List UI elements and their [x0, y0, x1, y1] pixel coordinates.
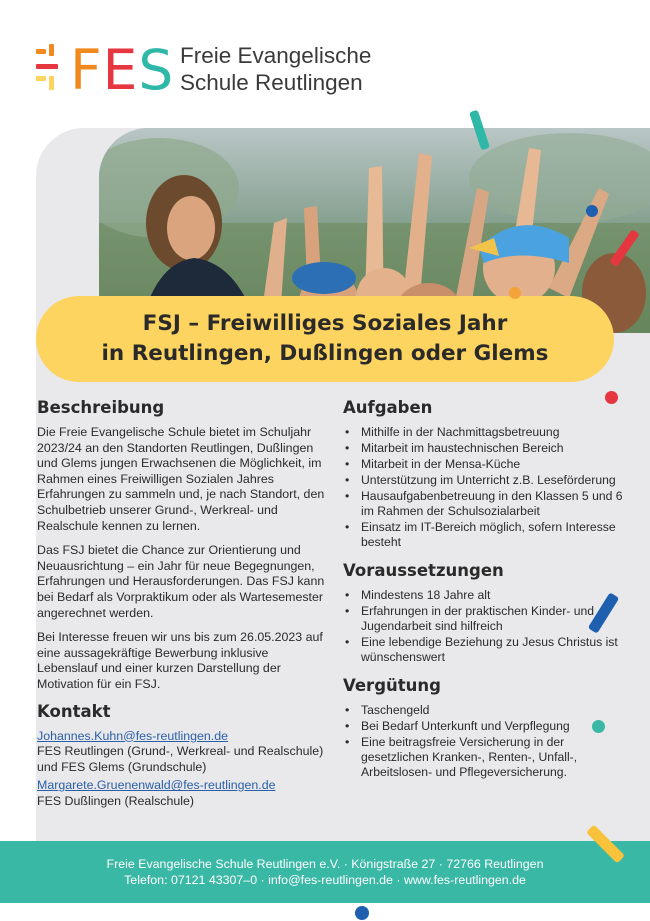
- list-item: • Eine lebendige Beziehung zu Jesus Christus ist wünschenswert: [343, 635, 623, 666]
- kontakt-heading: Kontakt: [37, 701, 111, 721]
- logo-mark-icon: [36, 44, 66, 96]
- confetti-orange-dot-icon: [509, 287, 521, 299]
- list-item: • Unterstützung im Unterricht z.B. Leseförderung: [343, 473, 623, 488]
- list-item: • Einsatz im IT-Bereich möglich, sofern Interesse besteht: [343, 520, 623, 551]
- title-line-1: FSJ – Freiwilliges Soziales Jahr: [142, 311, 508, 336]
- list-item: • Mitarbeit im haustechnischen Bereich: [343, 441, 623, 456]
- list-item: • Bei Bedarf Unterkunft und Verpflegung: [343, 719, 623, 734]
- right-column: [343, 398, 623, 791]
- voraussetzungen-list: [343, 588, 623, 666]
- verguetung-heading: Vergütung: [343, 675, 441, 695]
- confetti-blue-dot-icon: [586, 205, 598, 217]
- beschreibung-heading: Beschreibung: [37, 398, 165, 417]
- list-item: • Eine beitragsfreie Versicherung in der gesetzlichen Kranken-, Renten-, Unfall-, Arbeitslosen- und Pflegeversicherung.: [343, 735, 623, 781]
- list-item: • Erfahrungen in der praktischen Kinder- und Jugendarbeit sind hilfreich: [343, 604, 623, 635]
- contact-description: FES Dußlingen (Realschule): [37, 793, 195, 808]
- beschreibung-paragraph: Bei Interesse freuen wir uns bis zum 26.05.2023 auf eine aussagekräftige Bewerbung inklusive Lebenslauf und einer kurzen Darstellung der Motivation für ein FSJ.: [37, 630, 323, 691]
- confetti-navy-dot-icon: [355, 906, 369, 920]
- contact-description: FES Reutlingen (Grund-, Werkreal- und Realschule) und FES Glems (Grundschule): [37, 744, 324, 774]
- list-item: • Mitarbeit in der Mensa-Küche: [343, 457, 623, 472]
- footer: [0, 841, 650, 903]
- footer-address: Freie Evangelische Schule Reutlingen e.V. · Königstraße 27 · 72766 Reutlingen: [106, 856, 544, 871]
- confetti-teal-dot-icon: [592, 720, 605, 733]
- title-banner: [36, 296, 614, 382]
- aufgaben-list: [343, 425, 623, 551]
- list-item: • Taschengeld: [343, 703, 623, 718]
- footer-contact: Telefon: 07121 43307–0 · info@fes-reutlingen.de · www.fes-reutlingen.de: [124, 873, 526, 887]
- voraussetzungen-heading: Voraussetzungen: [343, 560, 504, 580]
- beschreibung-paragraph: Die Freie Evangelische Schule bietet im Schuljahr 2023/24 an den Standorten Reutlingen, Dußlingen und Glems jungen Erwachsenen die Möglichkeit, im Rahmen eines Freiwilligen Sozialen Jahres Erfahrungen zu sammeln und, je nach Standort, den Schulbetrieb unserer Grund-, Werkreal- und Realschule kennen zu lernen.: [37, 425, 325, 533]
- beschreibung-paragraph: Das FSJ bietet die Chance zur Orientierung und Neuausrichtung – ein Jahr für neue Begegnungen, Erfahrungen und Herausforderungen. Das FSJ kann bei Bedarf als Vorpraktikum oder als Wartesemester angerechnet werden.: [37, 543, 325, 620]
- verguetung-list: [343, 703, 623, 781]
- logo-wordmark: FES: [70, 37, 175, 102]
- contact-email-link[interactable]: Johannes.Kuhn@fes-reutlingen.de: [37, 728, 228, 743]
- left-column: [37, 398, 327, 812]
- aufgaben-heading: Aufgaben: [343, 398, 433, 417]
- contact-email-link[interactable]: Margarete.Gruenenwald@fes-reutlingen.de: [37, 778, 276, 793]
- title-line-2: in Reutlingen, Dußlingen oder Glems: [101, 341, 549, 366]
- list-item: • Mithilfe in der Nachmittagsbetreuung: [343, 425, 623, 440]
- list-item: • Hausaufgabenbetreuung in den Klassen 5 und 6 im Rahmen der Schulsozialarbeit: [343, 489, 623, 520]
- school-name: Freie Evangelische Schule Reutlingen: [180, 43, 372, 95]
- fes-logo: [36, 37, 175, 102]
- list-item: • Mindestens 18 Jahre alt: [343, 588, 623, 603]
- confetti-red-dot-icon: [605, 391, 618, 404]
